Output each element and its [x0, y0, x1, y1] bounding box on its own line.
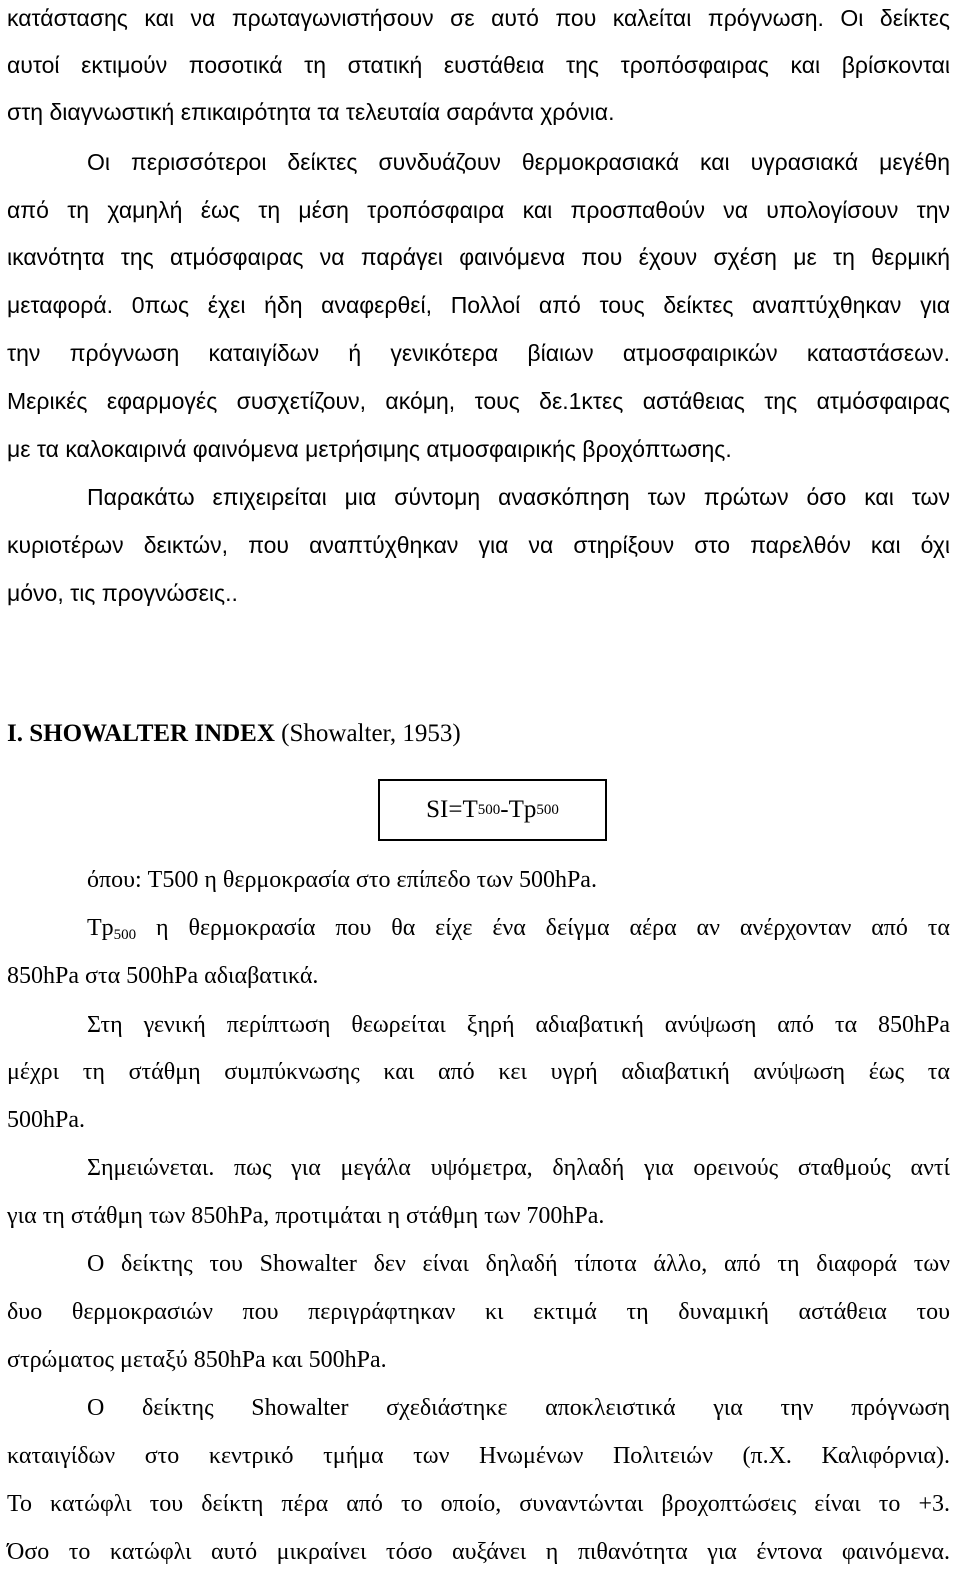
tp-line-1-text: η θερμοκρασία που θα είχε ένα δείγμα αέρα αν ανέρχονταν από τα	[156, 915, 950, 941]
section-heading	[7, 718, 461, 750]
paragraph-2-line-4: μεταφορά. 0πως έχει ήδη αναφερθεί, Πολλοί από τους δείκτες αναπτύχθηκαν για	[7, 292, 950, 318]
tp-subscript: 500	[113, 927, 137, 943]
paragraph-6-line-1: Ο δείκτης του Showalter δεν είναι δηλαδή τίποτα άλλο, από τη διαφορά των	[87, 1251, 950, 1277]
formula-subscript-2: 500	[536, 801, 559, 818]
formula-box	[378, 779, 607, 841]
paragraph-2-line-2: από τη χαμηλή έως τη μέση τροπόσφαιρα και προσπαθούν να υπολογίσουν την	[7, 197, 950, 223]
paragraph-4-line-3: 500hPa.	[7, 1107, 85, 1133]
paragraph-4-line-1: Στη γενική περίπτωση θεωρείται ξηρή αδιαβατική ανύψωση από τα 850hPa	[87, 1012, 950, 1038]
paragraph-3-line-3: μόνο, τις προγνώσεις..	[7, 580, 238, 606]
formula-subscript-1: 500	[477, 801, 501, 818]
paragraph-2-line-7: με τα καλοκαιρινά φαινόμενα μετρήσιμης ατμοσφαιρικής βροχόπτωσης.	[7, 436, 732, 462]
tp-symbol: Tp	[87, 915, 114, 941]
section-heading-citation: (Showalter, 1953)	[274, 720, 461, 747]
paragraph-2-line-3: ικανότητα της ατμόσφαιρας να παράγει φαινόμενα που έχουν σχέση με τη θερμική	[7, 244, 950, 270]
paragraph-7-line-4: Όσο το κατώφλι αυτό μικραίνει τόσο αυξάνει η πιθανότητα για έντονα φαινόμενα.	[7, 1539, 950, 1565]
paragraph-7-line-1: Ο δείκτης Showalter σχεδιάστηκε αποκλειστικά για την πρόγνωση	[87, 1395, 950, 1421]
paragraph-2-line-1: Οι περισσότεροι δείκτες συνδυάζουν θερμοκρασιακά και υγρασιακά μεγέθη	[87, 149, 950, 175]
paragraph-1-line-3: στη διαγνωστική επικαιρότητα τα τελευταία σαράντα χρόνια.	[7, 99, 615, 125]
paragraph-1-line-1: κατάστασης και να πρωταγωνιστήσουν σε αυτό που καλείται πρόγνωση. Οι δείκτες	[7, 5, 950, 31]
paragraph-5-line-1: Σημειώνεται. πως για μεγάλα υψόμετρα, δηλαδή για ορεινούς σταθμούς αντί	[87, 1155, 950, 1181]
paragraph-4-line-2: μέχρι τη στάθμη συμπύκνωσης και από κει υγρή αδιαβατική ανύψωση έως τα	[7, 1059, 950, 1085]
paragraph-6-line-3: στρώματος μεταξύ 850hPa και 500hPa.	[7, 1347, 387, 1373]
definition-tp-line-1	[87, 913, 950, 943]
paragraph-6-line-2: δυο θερμοκρασιών που περιγράφτηκαν κι εκτιμά τη δυναμική αστάθεια του	[7, 1299, 950, 1325]
definition-where-line: όπου: T500 η θερμοκρασία στο επίπεδο των 500hPa.	[87, 867, 597, 893]
formula-lhs: SI=T	[426, 796, 478, 823]
paragraph-7-line-2: καταιγίδων στο κεντρικό τμήμα των Ηνωμένων Πολιτειών (π.Χ. Καλιφόρνια).	[7, 1443, 950, 1469]
section-heading-bold: I. SHOWALTER INDEX	[7, 720, 275, 747]
paragraph-2-line-6: Μερικές εφαρμογές συσχετίζουν, ακόμη, τους δε.1κτες αστάθειας της ατμόσφαιρας	[7, 388, 950, 414]
paragraph-2-line-5: την πρόγνωση καταιγίδων ή γενικότερα βίαιων ατμοσφαιρικών καταστάσεων.	[7, 340, 950, 366]
formula-minus: -Tp	[500, 796, 537, 823]
paragraph-3-line-2: κυριοτέρων δεικτών, που αναπτύχθηκαν για να στηρίξουν στο παρελθόν και όχι	[7, 532, 950, 558]
paragraph-7-line-3: Το κατώφλι του δείκτη πέρα από το οποίο, συναντώνται βροχοπτώσεις είναι το +3.	[7, 1491, 950, 1517]
definition-tp-line-2: 850hPa στα 500hPa αδιαβατικά.	[7, 963, 319, 989]
paragraph-3-line-1: Παρακάτω επιχειρείται μια σύντομη ανασκόπηση των πρώτων όσο και των	[87, 484, 950, 510]
paragraph-1-line-2: αυτοί εκτιμούν ποσοτικά τη στατική ευστάθεια της τροπόσφαιρας και βρίσκονται	[7, 52, 950, 78]
paragraph-5-line-2: για τη στάθμη των 850hPa, προτιμάται η στάθμη των 700hPa.	[7, 1203, 605, 1229]
